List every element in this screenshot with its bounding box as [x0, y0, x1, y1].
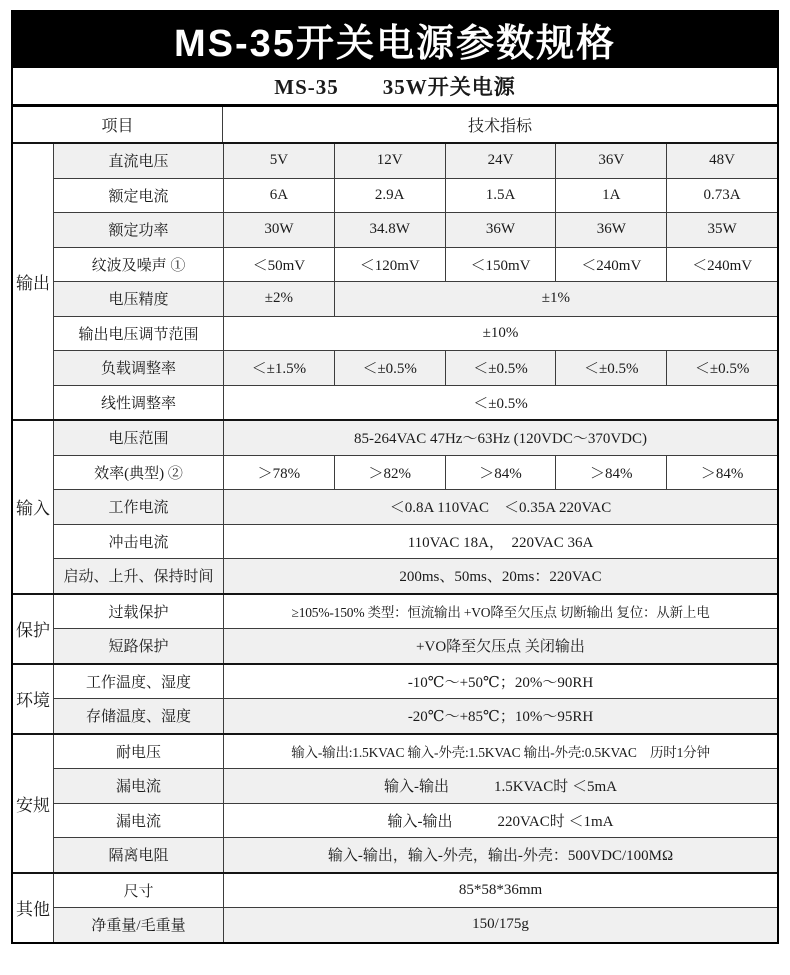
spec-value-cell: ＜±1.5%: [223, 351, 334, 385]
spec-section: [13, 733, 777, 872]
page-title: MS-35开关电源参数规格: [174, 22, 616, 65]
spec-value-cell: 110VAC 18A， 220VAC 36A: [223, 525, 777, 559]
table-row: [54, 247, 777, 282]
spec-value-cell: ＜±0.5%: [223, 386, 777, 420]
header-spec: 技术指标: [467, 118, 532, 135]
spec-section: [13, 872, 777, 942]
section-rows: [54, 735, 777, 872]
spec-section: [13, 663, 777, 733]
spec-value-cell: 2.9A: [334, 179, 445, 213]
spec-item-label: 电压范围: [108, 431, 169, 448]
spec-value-cell: ±10%: [223, 317, 777, 351]
spec-value-cell: ＞82%: [334, 456, 445, 490]
spec-value-cell: ＜±0.5%: [555, 351, 666, 385]
category-label: 保护: [13, 595, 54, 663]
spec-item-label: 输出电压调节范围: [78, 326, 199, 343]
spec-value-cell: 输入-输出，输入-外壳，输出-外壳：500VDC/100MΩ: [223, 838, 777, 872]
spec-item-label: 启动、上升、保持时间: [63, 569, 214, 586]
spec-value-cell: ＜±0.5%: [666, 351, 777, 385]
category-label: 安规: [13, 735, 54, 872]
spec-item-label: 额定电流: [108, 188, 169, 205]
spec-value-cell: ＜240mV: [666, 248, 777, 282]
spec-value-cell: 12V: [334, 144, 445, 178]
spec-table: [11, 68, 779, 944]
spec-value-cell: 输入-输出:1.5KVAC 输入-外壳:1.5KVAC 输出-外壳:0.5KVAC 历时1分钟: [223, 735, 777, 769]
table-row: [54, 665, 777, 699]
table-row: [54, 489, 777, 524]
spec-item-label: 冲击电流: [108, 534, 169, 551]
spec-value-cell: 36W: [555, 213, 666, 247]
spec-item-label: 过载保护: [108, 604, 169, 621]
spec-value-cell: 36W: [445, 213, 556, 247]
spec-value-cell: 6A: [223, 179, 334, 213]
table-row: [54, 768, 777, 803]
spec-value-cell: ±2%: [223, 282, 334, 316]
table-row: [54, 595, 777, 629]
section-rows: [54, 421, 777, 593]
table-header-row: [13, 107, 777, 144]
spec-value-cell: 5V: [223, 144, 334, 178]
spec-item-label: 额定功率: [108, 223, 169, 240]
spec-value-cell: 30W: [223, 213, 334, 247]
spec-value-cell: 输入-输出 220VAC时 ＜1mA: [223, 804, 777, 838]
table-row: [54, 907, 777, 942]
spec-value-cell: ±1%: [334, 282, 777, 316]
table-row: [54, 385, 777, 420]
spec-value-cell: ＞84%: [445, 456, 556, 490]
table-row: [54, 350, 777, 385]
spec-item-label: 工作电流: [108, 500, 169, 517]
section-rows: [54, 665, 777, 733]
table-row: [54, 524, 777, 559]
spec-value-cell: ≥105%-150% 类型：恒流输出 +VO降至欠压点 切断输出 复位：从新上电: [223, 595, 777, 629]
spec-item-label: 存储温度、湿度: [85, 709, 191, 726]
table-row: [54, 698, 777, 733]
section-rows: [54, 874, 777, 942]
spec-item-label: 直流电压: [108, 154, 169, 171]
spec-value-cell: ＞84%: [555, 456, 666, 490]
spec-item-label: 漏电流: [115, 779, 161, 796]
table-row: [54, 803, 777, 838]
spec-item-label: 耐电压: [115, 744, 161, 761]
spec-value-cell: ＜120mV: [334, 248, 445, 282]
spec-value-cell: 24V: [445, 144, 556, 178]
table-row: [54, 837, 777, 872]
page-title-banner: [11, 10, 779, 68]
spec-value-cell: 输入-输出 1.5KVAC时 ＜5mA: [223, 769, 777, 803]
spec-item-label: 负载调整率: [100, 361, 176, 378]
spec-item-label: 尺寸: [123, 883, 154, 900]
section-rows: [54, 144, 777, 419]
spec-item-label: 效率(典型) ②: [94, 465, 183, 482]
category-label: 输出: [13, 144, 54, 419]
spec-item-label: 纹波及噪声 ①: [91, 257, 186, 274]
table-row: [54, 874, 777, 908]
spec-value-cell: 85-264VAC 47Hz～63Hz (120VDC～370VDC): [223, 421, 777, 455]
spec-table-body: [13, 144, 777, 942]
header-item: 项目: [13, 107, 223, 142]
spec-value-cell: 85*58*36mm: [223, 874, 777, 908]
spec-value-cell: -20℃～+85℃；10%～95RH: [223, 699, 777, 733]
table-row: [54, 144, 777, 178]
category-label: 环境: [13, 665, 54, 733]
spec-value-cell: 0.73A: [666, 179, 777, 213]
spec-value-cell: +VO降至欠压点 关闭输出: [223, 629, 777, 663]
spec-item-label: 短路保护: [108, 639, 169, 656]
spec-value-cell: ＞78%: [223, 456, 334, 490]
spec-sheet: [11, 10, 779, 944]
spec-item-label: 电压精度: [108, 292, 169, 309]
table-row: [54, 628, 777, 663]
spec-value-cell: ＜±0.5%: [445, 351, 556, 385]
spec-value-cell: ＜0.8A 110VAC ＜0.35A 220VAC: [223, 490, 777, 524]
spec-section: [13, 144, 777, 419]
spec-section: [13, 419, 777, 593]
spec-value-cell: ＜50mV: [223, 248, 334, 282]
spec-value-cell: ＜150mV: [445, 248, 556, 282]
spec-value-cell: -10℃～+50℃；20%～90RH: [223, 665, 777, 699]
table-row: [54, 735, 777, 769]
spec-value-cell: 150/175g: [223, 908, 777, 942]
table-row: [54, 455, 777, 490]
table-row: [54, 178, 777, 213]
spec-item-label: 隔离电阻: [108, 848, 169, 865]
section-rows: [54, 595, 777, 663]
spec-value-cell: 1.5A: [445, 179, 556, 213]
model-subtitle: MS-35 35W开关电源: [13, 68, 777, 107]
table-row: [54, 212, 777, 247]
spec-item-label: 线性调整率: [100, 395, 176, 412]
spec-value-cell: 34.8W: [334, 213, 445, 247]
spec-item-label: 漏电流: [115, 813, 161, 830]
spec-value-cell: ＞84%: [666, 456, 777, 490]
table-row: [54, 421, 777, 455]
table-row: [54, 558, 777, 593]
spec-value-cell: 36V: [555, 144, 666, 178]
spec-value-cell: 200ms、50ms、20ms：220VAC: [223, 559, 777, 593]
category-label: 其他: [13, 874, 54, 942]
spec-item-label: 工作温度、湿度: [85, 674, 191, 691]
spec-item-label: 净重量/毛重量: [91, 918, 186, 935]
table-row: [54, 316, 777, 351]
spec-value-cell: ＜240mV: [555, 248, 666, 282]
category-label: 输入: [13, 421, 54, 593]
spec-value-cell: 35W: [666, 213, 777, 247]
table-row: [54, 281, 777, 316]
spec-value-cell: 48V: [666, 144, 777, 178]
spec-value-cell: ＜±0.5%: [334, 351, 445, 385]
spec-value-cell: 1A: [555, 179, 666, 213]
spec-section: [13, 593, 777, 663]
